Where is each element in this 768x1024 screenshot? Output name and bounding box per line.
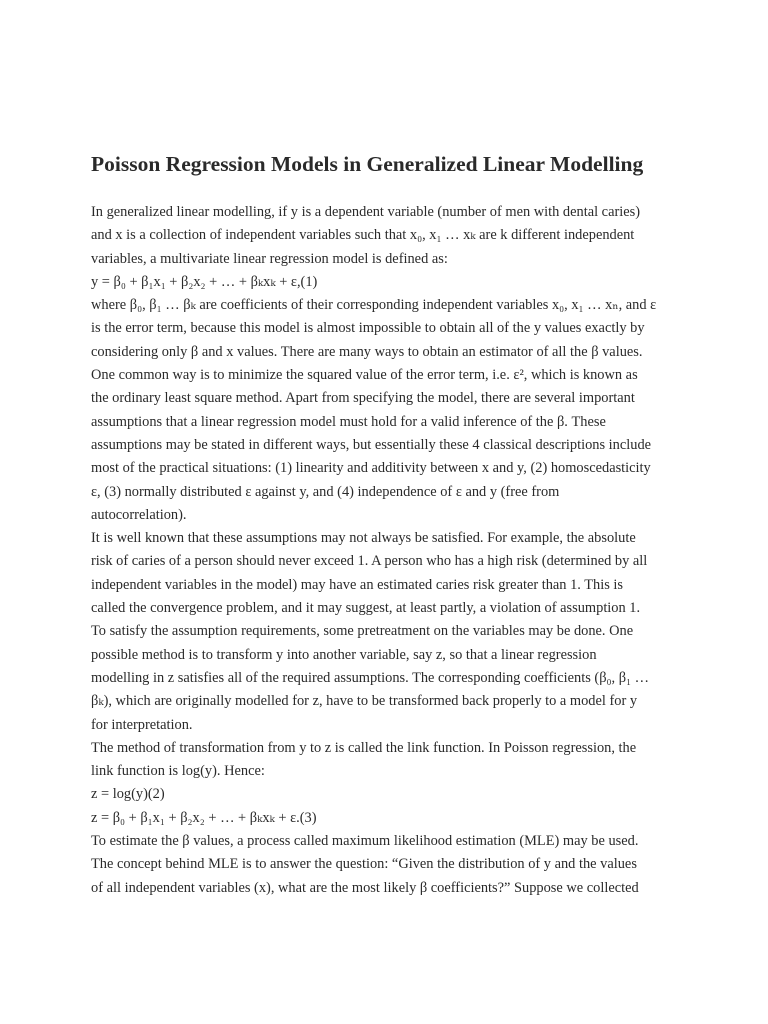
text-line: considering only β and x values. There are many ways to obtain an estimator of all the β values. — [91, 343, 643, 360]
text-line: autocorrelation). — [91, 506, 187, 523]
text-line: βₖ), which are originally modelled for z, have to be transformed back properly to a model for y — [91, 693, 638, 710]
text-line: variables, a multivariate linear regression model is defined as: — [91, 250, 448, 267]
text-line: the ordinary least square method. Apart from specifying the model, there are several important — [91, 390, 635, 407]
document-title: Poisson Regression Models in Generalized Linear Modelling — [91, 152, 644, 176]
text-line: The concept behind MLE is to answer the question: “Given the distribution of y and the values — [91, 856, 637, 873]
text-line: independent variables in the model) may have an estimated caries risk greater than 1. This is — [91, 576, 624, 593]
text-line: One common way is to minimize the squared value of the error term, i.e. ε², which is known as — [91, 367, 638, 384]
text-line: assumptions may be stated in different ways, but essentially these 4 classical descriptions include — [91, 436, 652, 453]
text-line: ε, (3) normally distributed ε against y, and (4) independence of ε and y (free from — [91, 483, 560, 500]
text-line: It is well known that these assumptions may not always be satisfied. For example, the absolute — [91, 530, 636, 547]
text-line: called the convergence problem, and it may suggest, at least partly, a violation of assumption 1. — [91, 600, 641, 617]
text-line: possible method is to transform y into another variable, say z, so that a linear regression — [91, 646, 597, 663]
text-line: assumptions that a linear regression model must hold for a valid inference of the β. These — [91, 413, 606, 430]
text-line: modelling in z satisfies all of the required assumptions. The corresponding coefficients (β₀, β₁ … — [91, 669, 650, 686]
text-line: where β₀, β₁ … βₖ are coefficients of their corresponding independent variables x₀, x₁ … xₙ, and ε — [91, 297, 657, 314]
equation-2: z = log(y)(2) — [91, 786, 165, 803]
text-line: is the error term, because this model is almost impossible to obtain all of the y values exactly by — [91, 320, 645, 337]
equation-3: z = β₀ + β₁x₁ + β₂x₂ + … + βₖxₖ + ε.(3) — [91, 809, 317, 826]
text-line: link function is log(y). Hence: — [91, 763, 265, 780]
document-body — [91, 201, 691, 900]
text-line: To estimate the β values, a process called maximum likelihood estimation (MLE) may be used. — [91, 833, 639, 850]
text-line: for interpretation. — [91, 716, 193, 733]
text-line: and x is a collection of independent variables such that x₀, x₁ … xₖ are k different independent — [91, 227, 635, 244]
text-line: To satisfy the assumption requirements, some pretreatment on the variables may be done. One — [91, 623, 634, 640]
equation-1: y = β₀ + β₁x₁ + β₂x₂ + … + βₖxₖ + ε,(1) — [91, 273, 318, 290]
text-line: risk of caries of a person should never exceed 1. A person who has a high risk (determined by all — [91, 553, 648, 570]
text-line: The method of transformation from y to z is called the link function. In Poisson regression, the — [91, 739, 637, 756]
text-line: of all independent variables (x), what are the most likely β coefficients?” Suppose we collected — [91, 879, 639, 896]
text-line: most of the practical situations: (1) linearity and additivity between x and y, (2) homoscedasticity — [91, 460, 651, 477]
text-line: In generalized linear modelling, if y is a dependent variable (number of men with dental caries) — [91, 204, 641, 220]
